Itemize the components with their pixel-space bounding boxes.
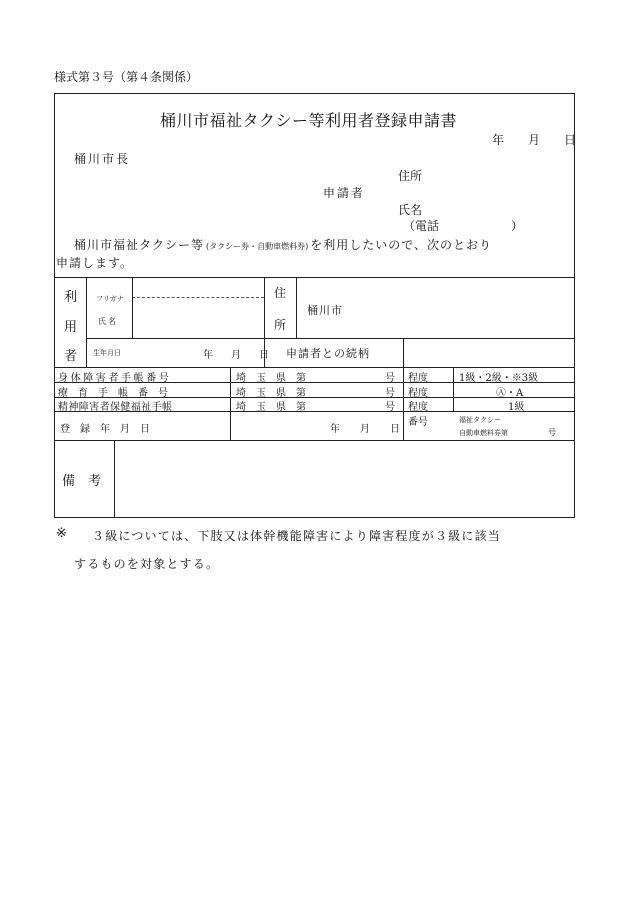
user-side-label-1: 利 xyxy=(64,290,78,305)
user-address-label-2: 所 xyxy=(274,318,287,332)
footnote-mark: ※ xyxy=(56,526,67,541)
footnote-line-1: ３級については、下肢又は体幹機能障害により障害程度が３級に該当 xyxy=(92,529,501,543)
user-address-label-1: 住 xyxy=(274,286,287,300)
body-line-1-paren: (タクシー券・自動車燃料券) xyxy=(206,242,309,251)
ticket-line-2: 自動車燃料券第 xyxy=(459,429,508,437)
form-title: 桶川市福祉タクシー等利用者登録申請書 xyxy=(160,111,458,130)
birthdate-label: 生年月日 xyxy=(93,349,121,357)
application-date: 年 月 日 xyxy=(492,133,583,147)
footnote-line-2: するものを対象とする。 xyxy=(74,557,220,571)
name-label: 氏名 xyxy=(398,203,423,217)
applicant-label: 申請者 xyxy=(323,186,366,200)
physical-handbook-number-suffix: 号 xyxy=(385,373,395,384)
user-side-label-2: 用 xyxy=(64,320,78,335)
body-line-1-end: を利用したいので、次のとおり xyxy=(310,238,493,252)
rehab-degree-label: 程度 xyxy=(408,388,428,399)
mental-handbook-prefecture: 埼 玉 県 第 xyxy=(236,402,306,413)
remarks-label: 備 考 xyxy=(62,474,102,489)
body-line-1 xyxy=(74,234,492,253)
rehab-handbook-label: 療 育 手 帳 番 号 xyxy=(58,388,168,399)
user-side-label-3: 者 xyxy=(64,349,78,364)
body-line-1-start: 桶川市福祉タクシー等 xyxy=(74,238,205,252)
body-line-2: 申請します。 xyxy=(56,256,134,270)
number-label: 番号 xyxy=(408,417,428,428)
ticket-line-1: 福祉タクシー xyxy=(459,416,501,424)
ticket-number-suffix: 号 xyxy=(548,428,556,437)
physical-degree-label: 程度 xyxy=(408,373,428,384)
registration-date-value: 年 月 日 xyxy=(330,424,405,435)
mental-degree-label: 程度 xyxy=(408,402,428,413)
birthdate-value: 年 月 日 xyxy=(203,350,273,361)
physical-handbook-label: 身体障害者手帳番号 xyxy=(58,373,172,384)
form-number: 様式第３号（第４条関係） xyxy=(54,70,199,84)
address-label: 住所 xyxy=(398,169,423,183)
furigana-label: フリガナ xyxy=(96,295,124,303)
registration-date-label: 登 録 年 月 日 xyxy=(60,424,150,435)
physical-handbook-prefecture: 埼 玉 県 第 xyxy=(236,373,306,384)
user-name-label: 氏名 xyxy=(98,317,118,326)
rehab-handbook-number-suffix: 号 xyxy=(385,388,395,399)
physical-degree-value: 1級・2級・※3級 xyxy=(459,373,539,384)
user-address-value: 桶川市 xyxy=(307,304,343,317)
rehab-degree-value: Ⓐ・A xyxy=(496,388,524,399)
mental-handbook-number-suffix: 号 xyxy=(385,402,395,413)
addressee: 桶川市長 xyxy=(74,152,131,166)
rehab-handbook-prefecture: 埼 玉 県 第 xyxy=(236,388,306,399)
relation-label: 申請者との続柄 xyxy=(286,347,370,360)
mental-degree-value: 1級 xyxy=(508,402,525,413)
mental-handbook-label: 精神障害者保健福祉手帳 xyxy=(58,402,173,413)
remarks-field[interactable] xyxy=(115,441,574,517)
phone-label: （電話 ） xyxy=(403,219,524,233)
